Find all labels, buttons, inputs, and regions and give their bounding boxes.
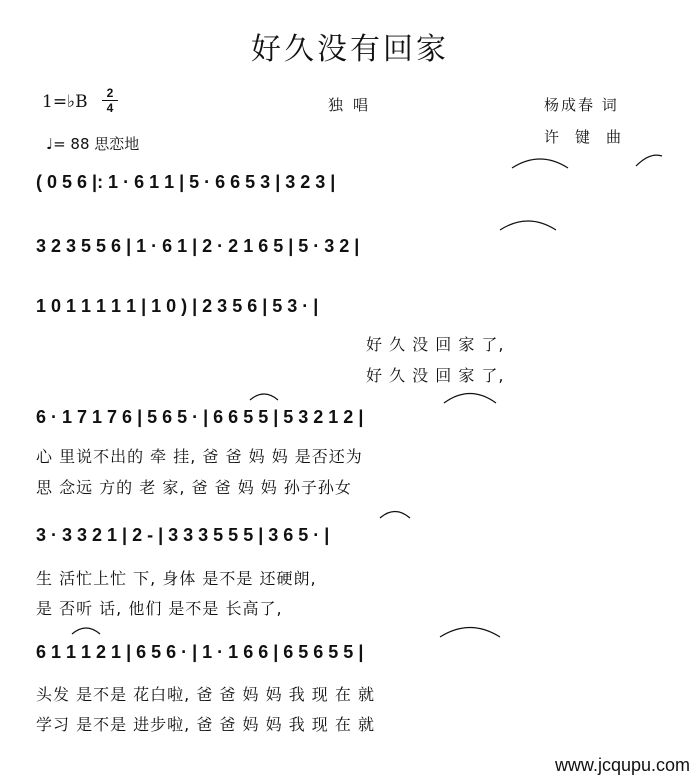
slur-1 bbox=[512, 159, 568, 168]
notation-row-6: 6 1 1 1 2 1 | 6 5 6 · | 1 · 1 6 6 | 6 5 6 5 5 | bbox=[36, 642, 364, 662]
lyrics-row6-line1: 头发 是不是 花白啦, 爸 爸 妈 妈 我 现 在 就 bbox=[36, 685, 375, 704]
performance-mode: 独唱 bbox=[328, 96, 379, 114]
time-signature bbox=[102, 86, 118, 115]
lyrics-row3-line1: 好 久 没 回 家 了, bbox=[366, 335, 505, 354]
site-watermark: www.jcqupu.com bbox=[554, 755, 690, 775]
lyrics-row5-line1: 生 活忙上忙 下, 身体 是不是 还硬朗, bbox=[36, 569, 317, 588]
key-signature: 1=♭B bbox=[42, 92, 88, 112]
time-signature-top: 2 bbox=[106, 86, 114, 100]
slur-7 bbox=[72, 628, 100, 634]
lyrics-row3-line2: 好 久 没 回 家 了, bbox=[366, 366, 505, 385]
notation-row-2: 3 2 3 5 5 6 | 1 · 6 1 | 2 · 2 1 6 5 | 5 · 3 2 | bbox=[36, 236, 360, 256]
time-signature-bottom: 4 bbox=[102, 100, 118, 115]
composer-credit: 许键曲 bbox=[544, 128, 638, 146]
notation-row-1: ( 0 5 6 |: 1 · 6 1 1 | 5 · 6 6 5 3 | 3 2 3 | bbox=[36, 172, 336, 192]
tempo-marking: ♩= 88 思恋地 bbox=[46, 135, 140, 153]
lyrics-row6-line2: 学习 是不是 进步啦, 爸 爸 妈 妈 我 现 在 就 bbox=[36, 715, 375, 734]
song-title: 好久没有回家 bbox=[251, 32, 449, 67]
lyrics-row4-line2: 思 念远 方的 老 家, 爸 爸 妈 妈 孙子孙女 bbox=[36, 478, 352, 497]
lyrics-row4-line1: 心 里说不出的 牵 挂, 爸 爸 妈 妈 是否还为 bbox=[36, 447, 363, 466]
notation-row-5: 3 · 3 3 2 1 | 2 - | 3 3 3 5 5 5 | 3 6 5 · | bbox=[36, 525, 330, 545]
lyrics-row5-line2: 是 否听 话, 他们 是不是 长高了, bbox=[36, 599, 283, 618]
notation-row-3: 1 0 1 1 1 1 1 | 1 0 ) | 2 3 5 6 | 5 3 · | bbox=[36, 296, 319, 316]
slur-5 bbox=[444, 394, 496, 404]
slur-4 bbox=[250, 394, 278, 400]
slur-2 bbox=[636, 155, 662, 166]
notation-row-4: 6 · 1 7 1 7 6 | 5 6 5 · | 6 6 5 5 | 5 3 2 1 2 | bbox=[36, 407, 364, 427]
lyricist-credit: 杨成春 词 bbox=[544, 96, 619, 114]
slur-3 bbox=[500, 221, 556, 230]
slur-8 bbox=[440, 628, 500, 638]
slur-6 bbox=[380, 512, 410, 519]
